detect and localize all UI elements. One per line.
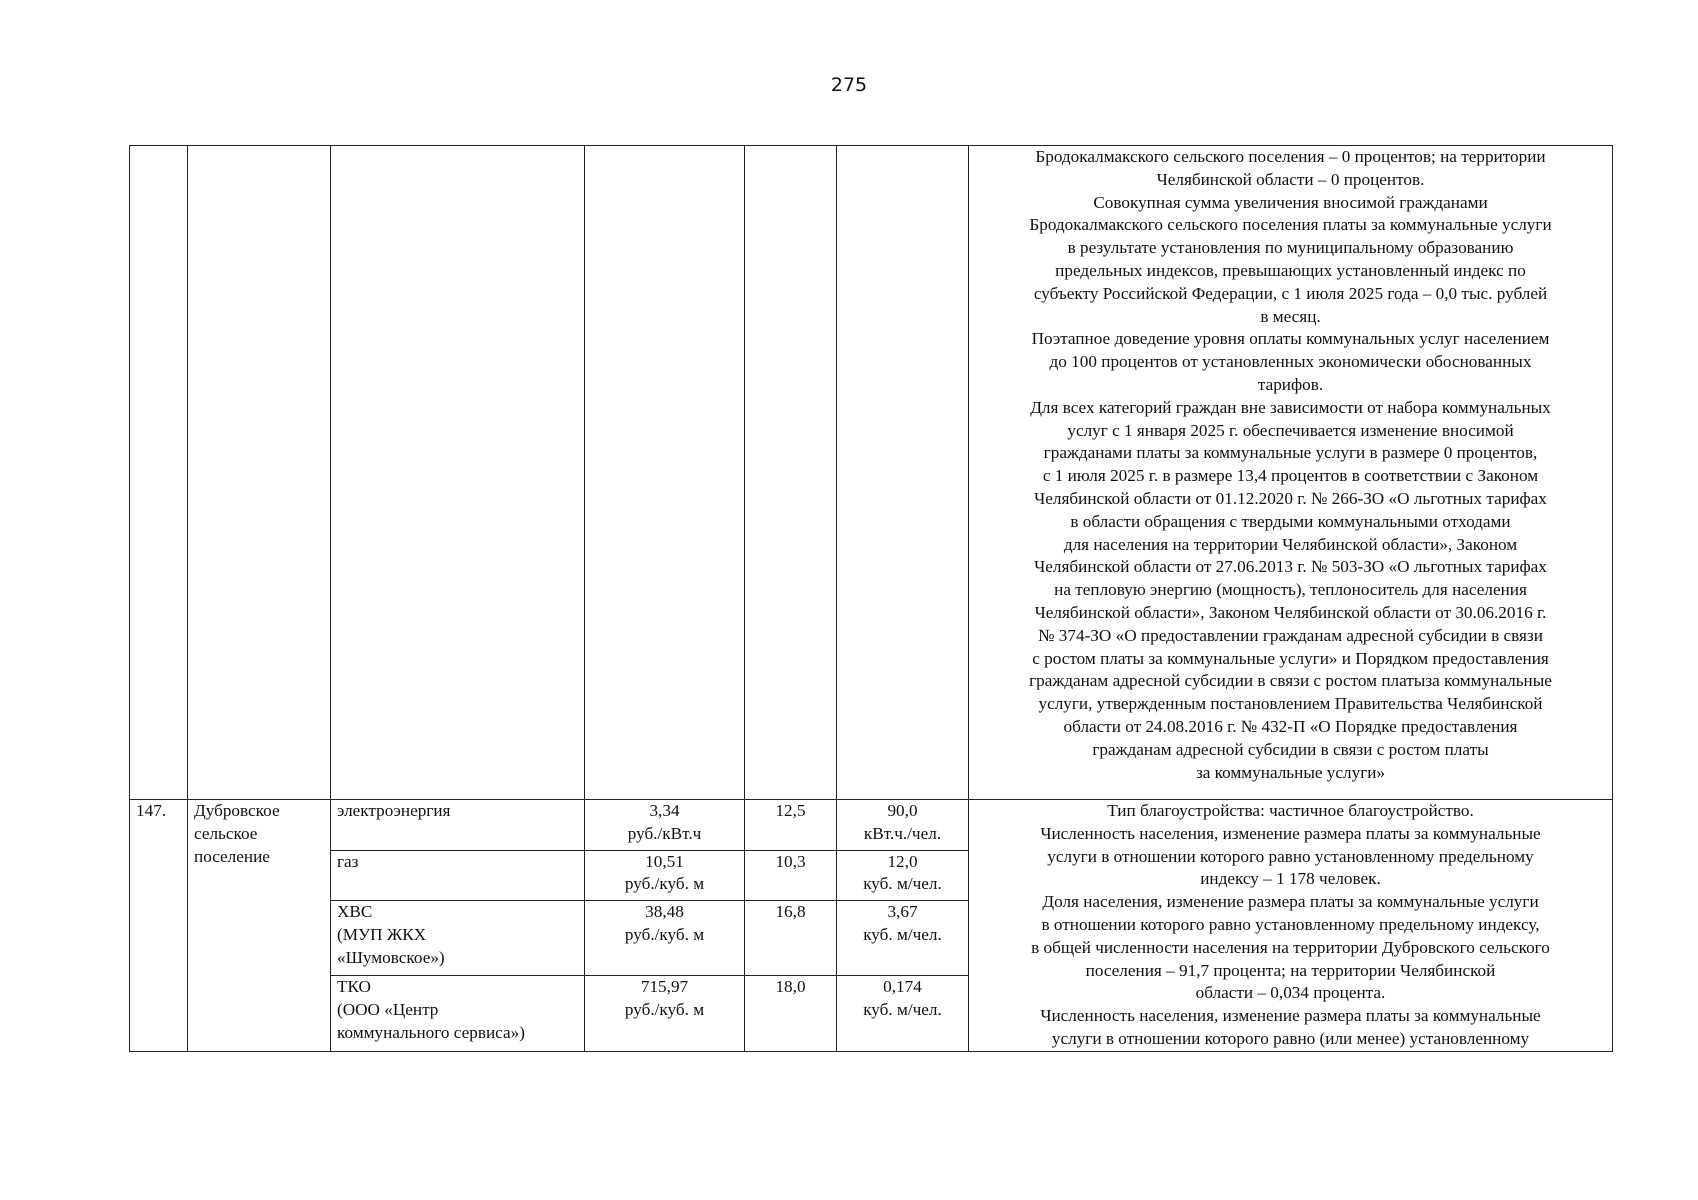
text-line: с ростом платы за коммунальные услуги» и Порядком предоставления — [1032, 648, 1549, 668]
text-line: Численность населения, изменение размера платы за коммунальные — [1040, 823, 1541, 843]
text-line: предельных индексов, превышающих установленный индекс по — [1055, 260, 1526, 280]
text-line: 3,34 — [649, 801, 680, 820]
table-row-147-electricity — [130, 800, 1613, 851]
text-line: поселение — [194, 846, 270, 866]
text-line: Челябинской области от 27.06.2013 г. № 503-ЗО «О льготных тарифах — [1034, 557, 1547, 577]
text-line: 3,67 — [887, 902, 918, 922]
page-number: 275 — [830, 74, 868, 96]
cell-tariff — [585, 901, 745, 976]
text-line: 38,48 — [645, 902, 684, 922]
cell-volume — [837, 850, 969, 901]
text-line: до 100 процентов от установленных экономически обоснованных — [1049, 352, 1532, 372]
cell-service-name — [331, 850, 585, 901]
text-line: ТКО — [337, 977, 371, 997]
text-line: ХВС — [337, 902, 373, 922]
text-line: области – 0,034 процента. — [1195, 983, 1386, 1003]
cell-settlement-name — [188, 800, 331, 1052]
text-line: 90,0 — [887, 801, 918, 820]
cell-service-name — [331, 901, 585, 976]
text-line: тарифов. — [1257, 374, 1324, 394]
text-line: электроэнергия — [337, 801, 451, 820]
text-line: сельское — [194, 823, 258, 843]
text-line: в общей численности населения на территории Дубровского сельского — [1031, 937, 1550, 957]
text-line: услуги, утвержденным постановлением Правительства Челябинской — [1038, 694, 1543, 714]
text-line: 0,174 — [883, 977, 922, 997]
text-line: «Шумовское») — [337, 947, 445, 967]
text-line: в результате установления по муниципальному образованию — [1067, 238, 1514, 258]
text-line: кВт.ч./чел. — [863, 823, 942, 843]
table-row-continued — [130, 146, 1613, 800]
text-line: Челябинской области от 01.12.2020 г. № 266-ЗО «О льготных тарифах — [1034, 488, 1547, 508]
text-line: на тепловую энергию (мощность), теплоноситель для населения — [1054, 580, 1527, 600]
cell-percent: 12,5 — [745, 800, 837, 851]
cell-tariff — [585, 800, 745, 851]
text-line: куб. м/чел. — [863, 874, 942, 894]
cell-service-empty — [331, 146, 585, 800]
text-line: с 1 июля 2025 г. в размере 13,4 процентов в соответствии с Законом — [1042, 466, 1539, 486]
text-line: гражданам адресной субсидии в связи с ростом платы — [1092, 739, 1489, 759]
text-line: руб./кВт.ч — [627, 823, 702, 843]
text-line: Доля населения, изменение размера платы за коммунальные услуги — [1042, 892, 1539, 912]
cell-volume — [837, 901, 969, 976]
text-line: Дубровское — [194, 801, 280, 820]
cell-tariff — [585, 850, 745, 901]
text-line: услуг с 1 января 2025 г. обеспечивается изменение вносимой — [1067, 420, 1514, 440]
text-line: услуги в отношении которого равно (или менее) установленному — [1051, 1028, 1530, 1048]
text-line: руб./куб. м — [624, 874, 705, 894]
text-line: Совокупная сумма увеличения вносимой гражданами — [1093, 192, 1488, 212]
text-line: субъекту Российской Федерации, с 1 июля 2025 года – 0,0 тыс. рублей — [1033, 283, 1548, 303]
text-line: куб. м/чел. — [863, 1000, 942, 1020]
text-line: для населения на территории Челябинской области», Законом — [1063, 534, 1518, 554]
text-line: коммунального сервиса») — [337, 1023, 525, 1043]
cell-row-number: 147. — [130, 800, 188, 1052]
tariff-table — [129, 145, 1613, 1052]
text-line: Челябинской области – 0 процентов. — [1156, 169, 1425, 189]
text-line: газ — [337, 851, 359, 871]
text-line: поселения – 91,7 процента; на территории Челябинской — [1085, 960, 1496, 980]
text-line: Челябинской области», Законом Челябинской области от 30.06.2016 г. — [1034, 602, 1547, 622]
cell-number-empty — [130, 146, 188, 800]
text-line: Тип благоустройства: частичное благоустройство. — [1107, 801, 1474, 820]
cell-volume — [837, 976, 969, 1051]
cell-percent-empty — [745, 146, 837, 800]
cell-volume — [837, 800, 969, 851]
text-line: в области обращения с твердыми коммунальными отходами — [1070, 511, 1511, 531]
text-line: Для всех категорий граждан вне зависимости от набора коммунальных — [1030, 397, 1551, 417]
text-line: № 374-ЗО «О предоставлении гражданам адресной субсидии в связи — [1038, 625, 1543, 645]
text-line: руб./куб. м — [624, 924, 705, 944]
cell-service-name — [331, 800, 585, 851]
text-line: гражданами платы за коммунальные услуги в размере 0 процентов, — [1043, 443, 1538, 463]
text-line: 10,51 — [645, 851, 684, 871]
text-line: 12,0 — [887, 851, 918, 871]
cell-percent: 16,8 — [745, 901, 837, 976]
text-line: в месяц. — [1260, 306, 1321, 326]
text-line: Численность населения, изменение размера платы за коммунальные — [1040, 1006, 1541, 1026]
text-line: услуги в отношении которого равно установленному предельному — [1047, 846, 1534, 866]
cell-description-continued — [969, 146, 1613, 800]
cell-volume-empty — [837, 146, 969, 800]
cell-tariff-empty — [585, 146, 745, 800]
text-line: 715,97 — [640, 977, 689, 997]
cell-service-name — [331, 976, 585, 1051]
text-line: Поэтапное доведение уровня оплаты коммунальных услуг населением — [1031, 329, 1550, 349]
text-line: гражданам адресной субсидии в связи с ростом платыза коммунальные — [1029, 671, 1552, 691]
text-line: куб. м/чел. — [863, 924, 942, 944]
text-line: области от 24.08.2016 г. № 432-П «О Порядке предоставления — [1063, 716, 1518, 736]
text-line: Бродокалмакского сельского поселения платы за коммунальные услуги — [1029, 215, 1552, 235]
cell-name-empty — [188, 146, 331, 800]
text-line: в отношении которого равно установленному предельному индексу, — [1041, 914, 1540, 934]
text-line: (ООО «Центр — [337, 1000, 439, 1020]
cell-tariff — [585, 976, 745, 1051]
cell-percent: 10,3 — [745, 850, 837, 901]
cell-percent: 18,0 — [745, 976, 837, 1051]
text-line: руб./куб. м — [624, 1000, 705, 1020]
cell-description-147 — [969, 800, 1613, 1052]
text-line: за коммунальные услуги» — [1195, 762, 1386, 782]
text-line: индексу – 1 178 человек. — [1200, 869, 1381, 889]
text-line: Бродокалмакского сельского поселения – 0 процентов; на территории — [1035, 147, 1546, 166]
text-line: (МУП ЖКХ — [337, 924, 427, 944]
